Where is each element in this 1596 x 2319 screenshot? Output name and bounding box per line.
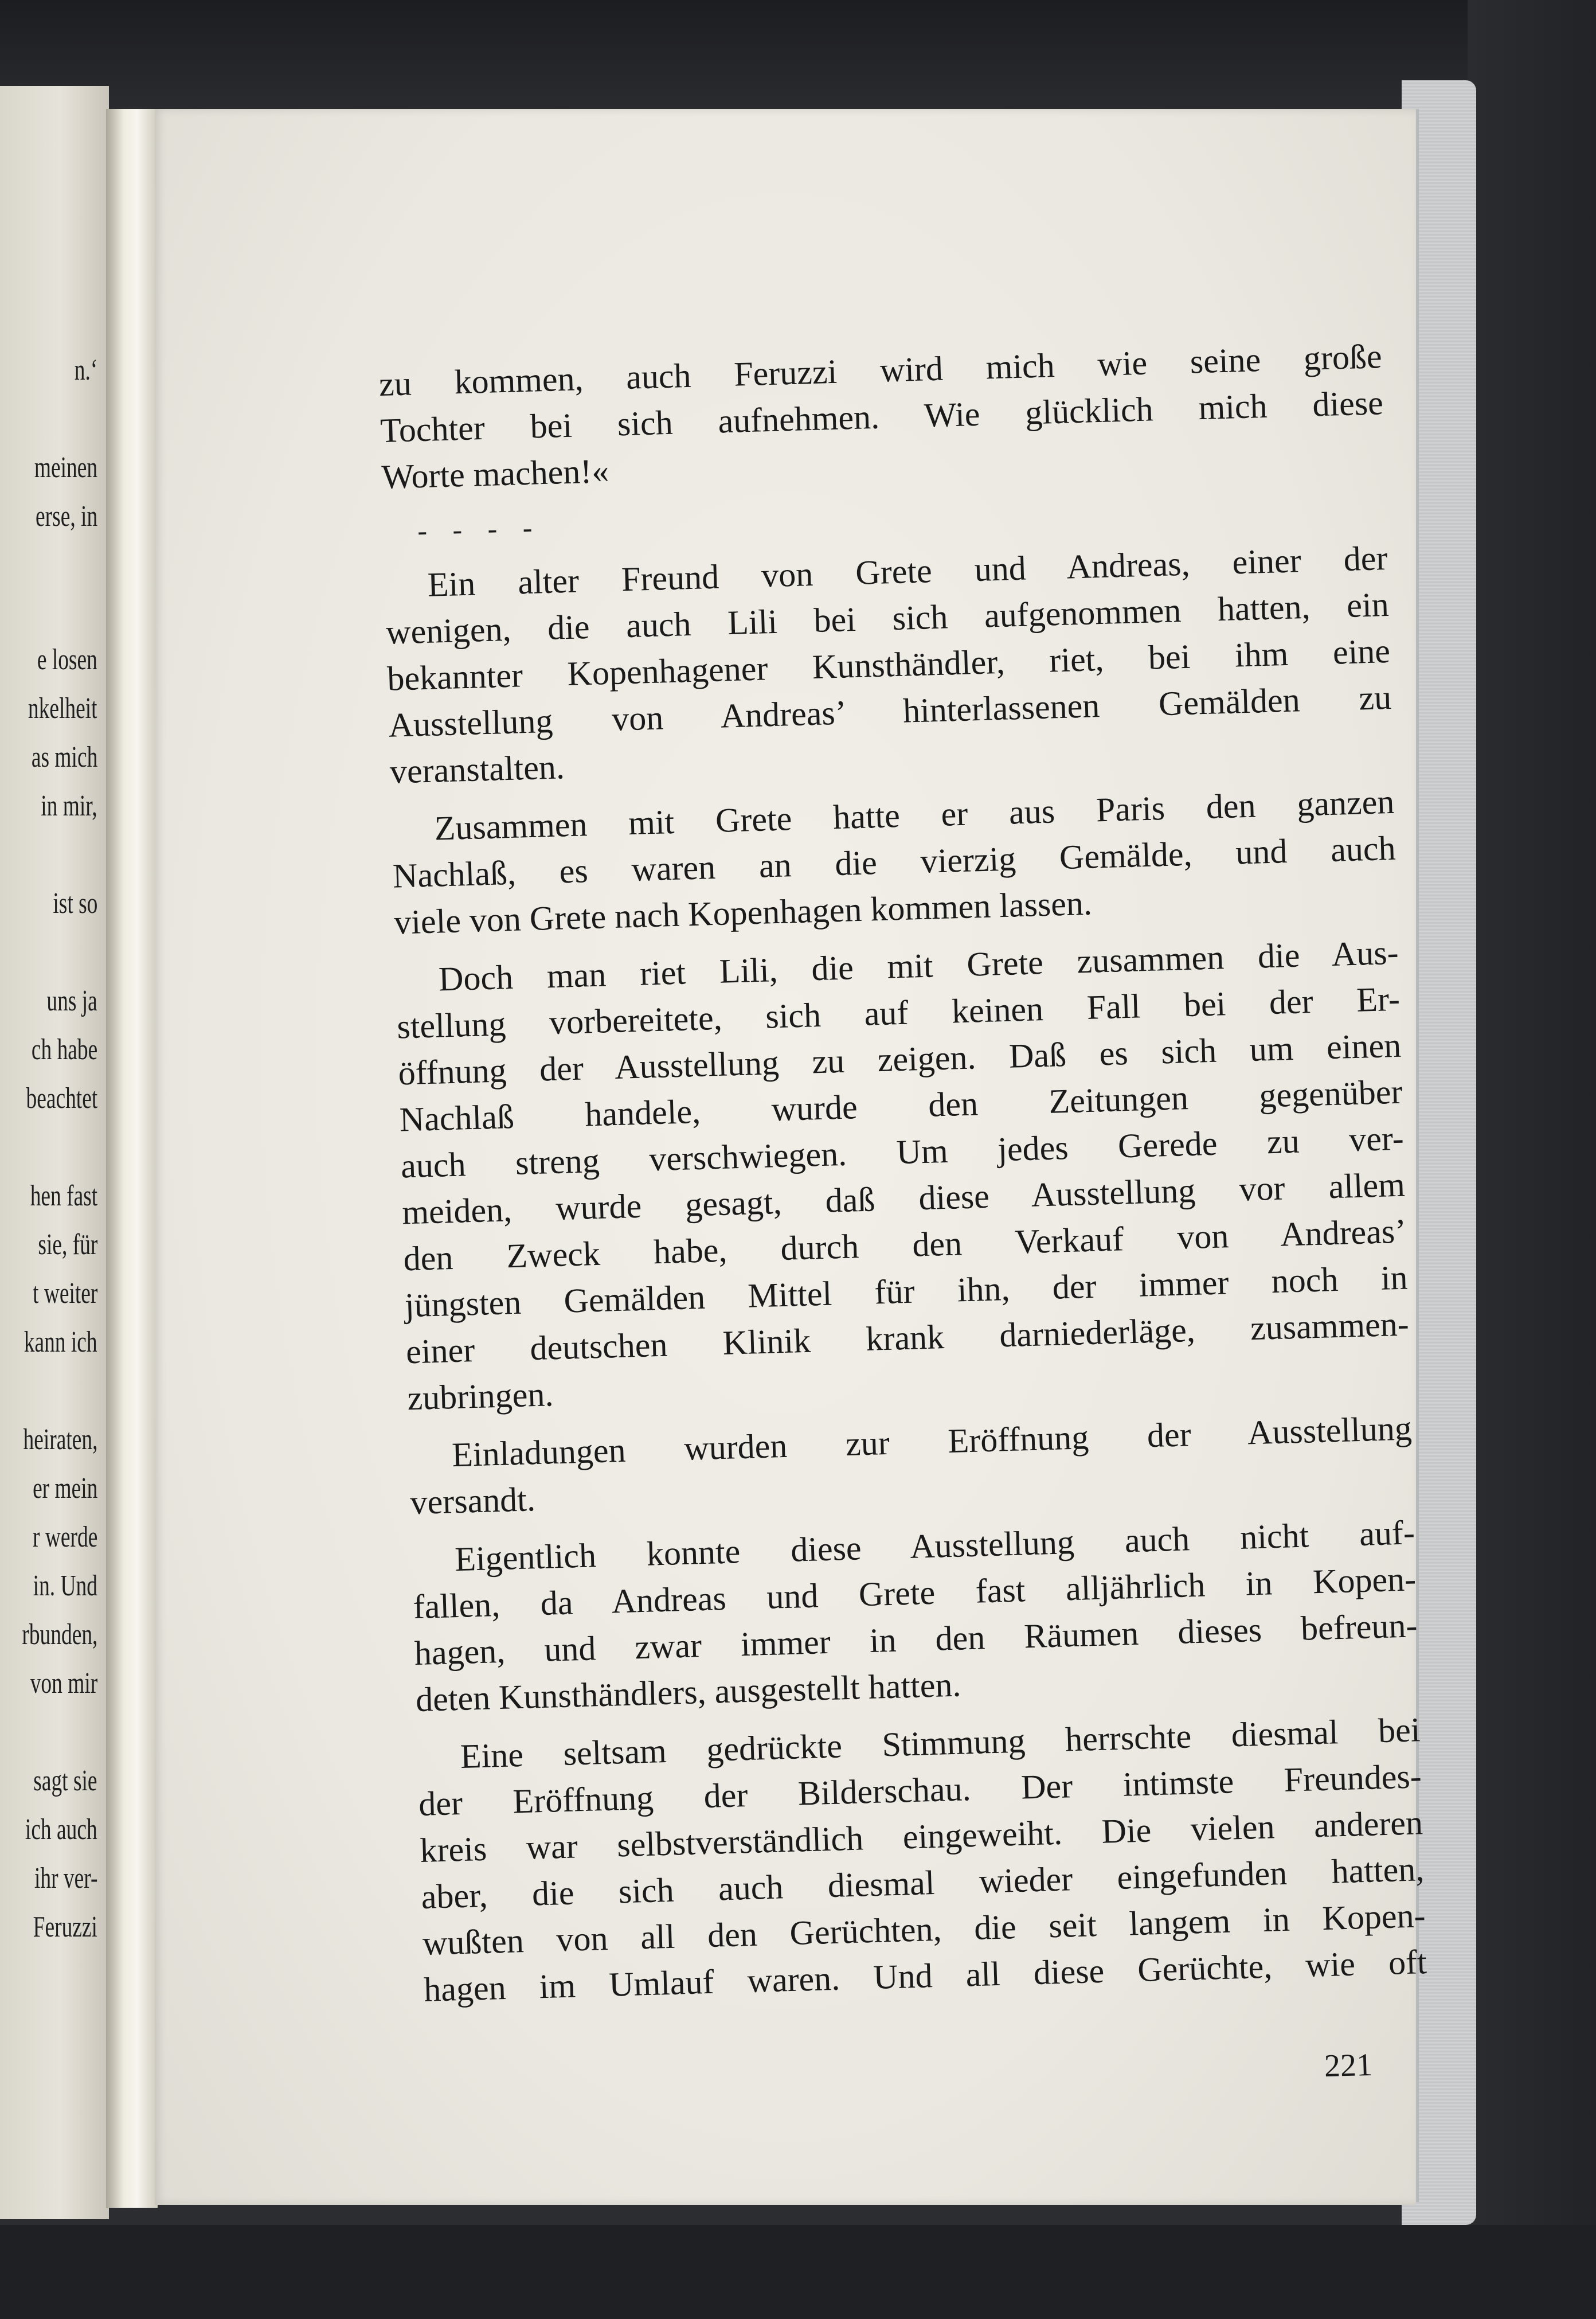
- text-line: Doch man riet Lili, die mit Grete zusammen die Aus-: [438, 933, 1399, 998]
- body-text: [378, 333, 1427, 2013]
- left-fragment: n.‘: [74, 354, 97, 386]
- left-fragment: r werde: [32, 1521, 97, 1553]
- text-line: Ein alter Freund von Grete und Andreas, einer der: [427, 538, 1388, 604]
- text-line: Zusammen mit Grete hatte er aus Paris den ganzen: [433, 782, 1395, 848]
- text-line: versandt.: [409, 1480, 536, 1522]
- left-fragment: e losen: [37, 643, 97, 676]
- text-line: den Zweck habe, durch den Verkauf von Andreas’: [402, 1212, 1407, 1278]
- left-fragment: ch habe: [31, 1033, 97, 1066]
- left-page-partial: [0, 86, 109, 2219]
- text-line: kreis war selbstverständlich eingeweiht. Die vielen anderen: [419, 1803, 1423, 1869]
- text-line: Eine seltsam gedrückte Stimmung herrschte diesmal bei: [460, 1711, 1421, 1775]
- left-fragment: heiraten,: [23, 1423, 97, 1456]
- text-line: wußten von all den Gerüchten, die seit langem in Kopen-: [422, 1896, 1426, 1962]
- text-line: Worte machen!«: [381, 451, 610, 496]
- text-line: wenigen, die auch Lili bei sich aufgenommen hatten, ein: [385, 585, 1390, 651]
- background-bottom: [0, 2225, 1596, 2319]
- left-fragment: ist so: [52, 887, 97, 920]
- text-line: viele von Grete nach Kopenhagen kommen lassen.: [393, 884, 1093, 942]
- text-line: veranstalten.: [389, 748, 565, 791]
- text-line: hagen im Umlauf waren. Und all diese Gerüchte, wie oft: [423, 1943, 1427, 2009]
- left-fragment: sie, für: [38, 1228, 97, 1261]
- text-line: auch streng verschwiegen. Um jedes Gerede zu ver-: [400, 1119, 1405, 1185]
- text-line: bekannter Kopenhagener Kunsthändler, riet, bei ihm eine: [386, 631, 1391, 698]
- left-fragment: in. Und: [33, 1570, 97, 1602]
- left-fragment: beachtet: [26, 1082, 97, 1115]
- left-fragment: ich auch: [25, 1813, 97, 1846]
- text-line: deten Kunsthändlers, ausgestellt hatten.: [415, 1665, 962, 1719]
- right-page: [155, 109, 1427, 2205]
- text-line: stellung vorbereitete, sich auf keinen Fall bei der Er-: [396, 979, 1401, 1046]
- left-fragment: meinen: [34, 451, 97, 484]
- left-fragment: er mein: [32, 1472, 97, 1505]
- text-line: Nachlaß handele, wurde den Zeitungen gegenüber: [399, 1072, 1403, 1139]
- page-number: 221: [1324, 2047, 1373, 2084]
- left-fragment: uns ja: [46, 985, 97, 1017]
- text-line: Tochter bei sich aufnehmen. Wie glücklich mich diese: [380, 384, 1384, 450]
- left-fragment: hen fast: [30, 1180, 97, 1212]
- book-gutter: [106, 109, 158, 2208]
- text-line: hagen, und zwar immer in den Räumen dieses befreun-: [414, 1606, 1418, 1673]
- left-fragment: in mir,: [41, 790, 97, 822]
- text-line: öffnung der Ausstellung zu zeigen. Daß es sich um einen: [397, 1026, 1402, 1092]
- text-line: zu kommen, auch Feruzzi wird mich wie seine große: [378, 337, 1383, 403]
- left-fragment: Feruzzi: [33, 1911, 97, 1943]
- background-top: [0, 0, 1596, 109]
- text-line: jüngsten Gemälden Mittel für ihn, der immer noch in: [404, 1258, 1409, 1325]
- left-fragment: von mir: [30, 1667, 97, 1700]
- text-line: Ausstellung von Andreas’ hinterlassenen Gemälden zu: [388, 678, 1392, 744]
- text-line: zubringen.: [406, 1375, 554, 1418]
- left-fragment: rbunden,: [21, 1618, 97, 1651]
- left-fragment: as mich: [31, 741, 97, 774]
- text-line: einer deutschen Klinik krank darniederläge, zusammen-: [405, 1305, 1410, 1371]
- text-line: meiden, wurde gesagt, daß diese Ausstellung vor allem: [401, 1165, 1406, 1232]
- background-right: [1468, 0, 1596, 2319]
- text-line: der Eröffnung der Bilderschau. Der intimste Freundes-: [418, 1757, 1422, 1824]
- text-line: aber, die sich auch diesmal wieder eingefunden hatten,: [420, 1850, 1425, 1916]
- left-fragment: sagt sie: [33, 1764, 97, 1797]
- left-fragment: t weiter: [32, 1277, 97, 1310]
- left-fragment: ihr ver-: [34, 1862, 97, 1895]
- text-line: Nachlaß, es waren an die vierzig Gemälde, und auch: [392, 829, 1396, 895]
- left-fragment: kann ich: [24, 1326, 97, 1358]
- text-line: Eigentlich konnte diese Ausstellung auch nicht auf-: [454, 1513, 1415, 1579]
- left-page-text: [0, 86, 109, 2219]
- section-separator: - - - -: [417, 511, 542, 547]
- left-fragment: erse, in: [35, 500, 97, 533]
- text-line: Einladungen wurden zur Eröffnung der Ausstellung: [451, 1409, 1413, 1474]
- left-fragment: nkelheit: [28, 692, 97, 725]
- text-line: fallen, da Andreas und Grete fast alljährlich in Kopen-: [412, 1560, 1417, 1626]
